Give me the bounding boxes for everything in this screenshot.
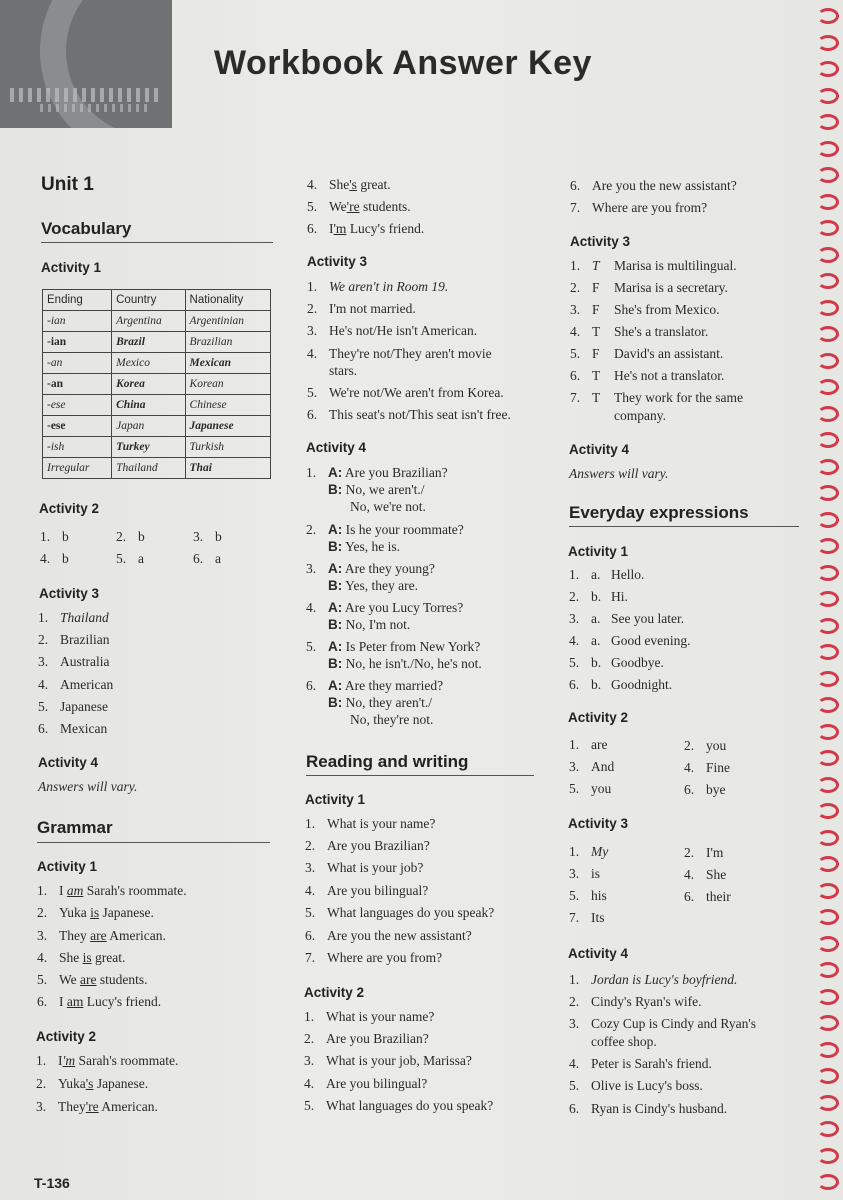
dialogue-answer: B: No, he isn't./No, he's not. [328,656,482,671]
spiral-coil [817,379,839,395]
spiral-coil [817,697,839,713]
spiral-coil [817,803,839,819]
list-item: 1. b [40,529,69,544]
grammar-activity1-label: Activity 1 [37,859,98,874]
list-item: 7. T They work for the same [570,390,743,405]
list-item: 2. I'm [684,845,724,860]
list-item: 3. What is your job, Marissa? [304,1053,472,1068]
table-cell: -an [43,353,112,374]
list-item: 5. We're students. [307,199,411,214]
reading-activity2-label: Activity 2 [304,985,365,1000]
table-row [43,458,271,479]
spiral-coil [817,1015,839,1031]
table-cell: Japanese [185,416,270,437]
everyday-activity1-label: Activity 1 [568,544,629,559]
spiral-coil [817,538,839,554]
grammar-activity3-label: Activity 3 [307,254,368,269]
spiral-coil [817,565,839,581]
list-item: 5. What languages do you speak? [304,1098,494,1113]
list-item: 2. b [116,529,145,544]
corner-graphic [0,0,172,128]
table-cell: Turkish [185,437,270,458]
everyday-activity4-label: Activity 4 [568,946,629,961]
list-item: 5. What languages do you speak? [305,905,495,920]
list-item: 3. a. See you later. [569,611,685,626]
list-item: 1. What is your name? [304,1009,435,1024]
list-item: 1. I am Sarah's roommate. [37,883,187,898]
table-cell: Japan [112,416,185,437]
spiral-coil [817,35,839,51]
table-cell: Thai [185,458,270,479]
list-item: 2. Are you Brazilian? [304,1031,429,1046]
list-item-continuation: company. [614,408,666,423]
list-item: 5. We're not/We aren't from Korea. [307,385,504,400]
spiral-coil [817,1121,839,1137]
spiral-coil [817,856,839,872]
unit-heading: Unit 1 [41,174,94,195]
dialogue-answer: B: No, they aren't./ [328,695,433,710]
dialogue-item: 4. A: Are you Lucy Torres? [306,600,464,615]
list-item: 6. b. Goodnight. [569,677,673,692]
spiral-coil [817,512,839,528]
spiral-coil [817,141,839,157]
list-item: 2. you [684,738,727,753]
list-item: 2. Cindy's Ryan's wife. [569,994,702,1009]
vocabulary-heading: Vocabulary [41,219,132,238]
table-row [43,311,271,332]
vocab-activity4-label: Activity 4 [38,755,99,770]
table-cell: Mexican [185,353,270,374]
dialogue-answer: B: Yes, he is. [328,539,401,554]
list-item: 6. bye [684,782,726,797]
spiral-coil [817,1068,839,1084]
spiral-coil [817,167,839,183]
page-number: T-136 [34,1175,70,1191]
vocab-activity2-label: Activity 2 [39,501,100,516]
list-item: 6. their [684,889,731,904]
spiral-coil [817,724,839,740]
divider [306,775,534,776]
dialogue-item: 6. A: Are they married? [306,678,444,693]
table-row [43,374,271,395]
list-item: 1. T Marisa is multilingual. [570,258,737,273]
spiral-coil [817,830,839,846]
divider [569,526,799,527]
spiral-coil [817,432,839,448]
list-item: 4. She's great. [307,177,391,192]
list-item: 5. Olive is Lucy's boss. [569,1078,703,1093]
list-item: 4. Are you bilingual? [305,883,429,898]
list-item: 5. F David's an assistant. [570,346,724,361]
list-item: 3. They're American. [36,1099,158,1114]
list-item: 6. T He's not a translator. [570,368,725,383]
dialogue-item: 2. A: Is he your roommate? [306,522,464,537]
table-cell: Korea [112,374,185,395]
list-item: 4. b [40,551,69,566]
table-cell: Brazilian [185,332,270,353]
spiral-coil [817,989,839,1005]
list-item: 3. F She's from Mexico. [570,302,720,317]
list-item: 6. This seat's not/This seat isn't free. [307,407,511,422]
list-item: 6. Ryan is Cindy's husband. [569,1101,728,1116]
spiral-coil [817,8,839,24]
dialogue-answer: B: No, I'm not. [328,617,411,632]
list-item-continuation: stars. [329,363,358,378]
list-item: 2. Yuka is Japanese. [37,905,154,920]
spiral-coil [817,936,839,952]
spiral-coil [817,591,839,607]
list-item: 2. I'm not married. [307,301,416,316]
list-item: 1. Thailand [38,610,109,625]
spiral-coil [817,750,839,766]
table-cell: -an [43,374,112,395]
list-item: 4. a. Good evening. [569,633,691,648]
list-item: 7. Its [569,910,605,925]
table-cell: -ese [43,395,112,416]
dialogue-answer-alt: No, they're not. [350,712,434,727]
spiral-coil [817,1174,839,1190]
dialogue-answer: B: No, we aren't./ [328,482,425,497]
table-cell: Argentina [112,311,185,332]
everyday-activity2-label: Activity 2 [568,710,629,725]
list-item: 2. Are you Brazilian? [305,838,430,853]
list-item: 4. Fine [684,760,731,775]
spiral-coil [817,618,839,634]
list-item: 3. What is your job? [305,860,424,875]
table-cell: China [112,395,185,416]
reading-activity3-label: Activity 3 [570,234,631,249]
spiral-coil [817,1095,839,1111]
list-item: 3. is [569,866,601,881]
grammar-heading: Grammar [37,818,113,837]
answer-note: Answers will vary. [38,779,138,794]
list-item: 4. They're not/They aren't movie [307,346,492,361]
table-row [43,395,271,416]
spiral-coil [817,300,839,316]
spiral-coil [817,220,839,236]
reading-activity4-label: Activity 4 [569,442,630,457]
table-cell: Mexico [112,353,185,374]
list-item: 2. Brazilian [38,632,110,647]
list-item: 1. What is your name? [305,816,436,831]
list-item: 2. F Marisa is a secretary. [570,280,728,295]
list-item: 6. a [193,551,221,566]
spiral-coil [817,114,839,130]
table-cell: -ian [43,332,112,353]
spiral-coil [817,459,839,475]
spiral-coil [817,247,839,263]
table-cell: Thailand [112,458,185,479]
dialogue-answer: B: Yes, they are. [328,578,418,593]
list-item: 1. I'm Sarah's roommate. [36,1053,179,1068]
vocabulary-table [42,289,271,479]
list-item: 5. a [116,551,144,566]
list-item: 4. Are you bilingual? [304,1076,428,1091]
table-row [43,332,271,353]
table-cell: Chinese [185,395,270,416]
table-cell: Korean [185,374,270,395]
spiral-coil [817,485,839,501]
list-item: 6. Are you the new assistant? [305,928,472,943]
spiral-coil [817,962,839,978]
table-row [43,353,271,374]
list-item: 3. And [569,759,615,774]
list-item: 6. I'm Lucy's friend. [307,221,425,236]
list-item: 7. Where are you from? [305,950,443,965]
table-cell: Argentinian [185,311,270,332]
list-item: 3. b [193,529,222,544]
grammar-activity2-label: Activity 2 [36,1029,97,1044]
divider [41,242,273,243]
dialogue-answer-alt: No, we're not. [350,499,426,514]
dialogue-item: 1. A: Are you Brazilian? [306,465,448,480]
spiral-coil [817,883,839,899]
page-title: Workbook Answer Key [214,44,592,82]
list-item: 4. T She's a translator. [570,324,709,339]
list-item: 5. We are students. [37,972,148,987]
spiral-coil [817,644,839,660]
list-item: 6. Mexican [38,721,108,736]
spiral-coil [817,1042,839,1058]
spiral-coil [817,88,839,104]
reading-activity1-label: Activity 1 [305,792,366,807]
spiral-binding [813,0,843,1200]
table-header-row [43,290,271,311]
list-item: 7. Where are you from? [570,200,708,215]
spiral-coil [817,777,839,793]
list-item: 1. Jordan is Lucy's boyfriend. [569,972,738,987]
spiral-coil [817,909,839,925]
list-item: 6. I am Lucy's friend. [37,994,162,1009]
table-row [43,437,271,458]
spiral-coil [817,273,839,289]
reading-writing-heading: Reading and writing [306,752,469,771]
list-item-continuation: coffee shop. [591,1034,657,1049]
list-item: 6. Are you the new assistant? [570,178,737,193]
answer-note: Answers will vary. [569,466,669,481]
list-item: 2. Yuka's Japanese. [36,1076,149,1091]
column-header: Ending [43,290,112,311]
grammar-activity4-label: Activity 4 [306,440,367,455]
vocab-activity3-label: Activity 3 [39,586,100,601]
dialogue-item: 5. A: Is Peter from New York? [306,639,481,654]
spiral-coil [817,353,839,369]
table-cell: -ian [43,311,112,332]
list-item: 1. My [569,844,609,859]
everyday-expressions-heading: Everyday expressions [569,503,749,522]
table-cell: Irregular [43,458,112,479]
list-item: 1. a. Hello. [569,567,645,582]
list-item: 5. you [569,781,612,796]
list-item: 4. American [38,677,114,692]
dialogue-item: 3. A: Are they young? [306,561,435,576]
table-cell: Brazil [112,332,185,353]
spiral-coil [817,194,839,210]
list-item: 5. his [569,888,607,903]
list-item: 4. Peter is Sarah's friend. [569,1056,712,1071]
spiral-coil [817,671,839,687]
list-item: 3. He's not/He isn't American. [307,323,478,338]
everyday-activity3-label: Activity 3 [568,816,629,831]
list-item: 3. Australia [38,654,110,669]
table-row [43,416,271,437]
column-header: Country [112,290,185,311]
spiral-coil [817,326,839,342]
spiral-coil [817,406,839,422]
list-item: 4. She [684,867,727,882]
list-item: 3. They are American. [37,928,166,943]
list-item: 1. are [569,737,608,752]
list-item: 5. b. Goodbye. [569,655,664,670]
spiral-coil [817,1148,839,1164]
list-item: 2. b. Hi. [569,589,628,604]
list-item: 5. Japanese [38,699,108,714]
list-item: 4. She is great. [37,950,126,965]
vocab-activity1-label: Activity 1 [41,260,102,275]
spiral-coil [817,61,839,77]
list-item: 1. We aren't in Room 19. [307,279,449,294]
list-item: 3. Cozy Cup is Cindy and Ryan's [569,1016,757,1031]
divider [37,842,270,843]
table-cell: -ese [43,416,112,437]
column-header: Nationality [185,290,270,311]
table-cell: -ish [43,437,112,458]
table-cell: Turkey [112,437,185,458]
